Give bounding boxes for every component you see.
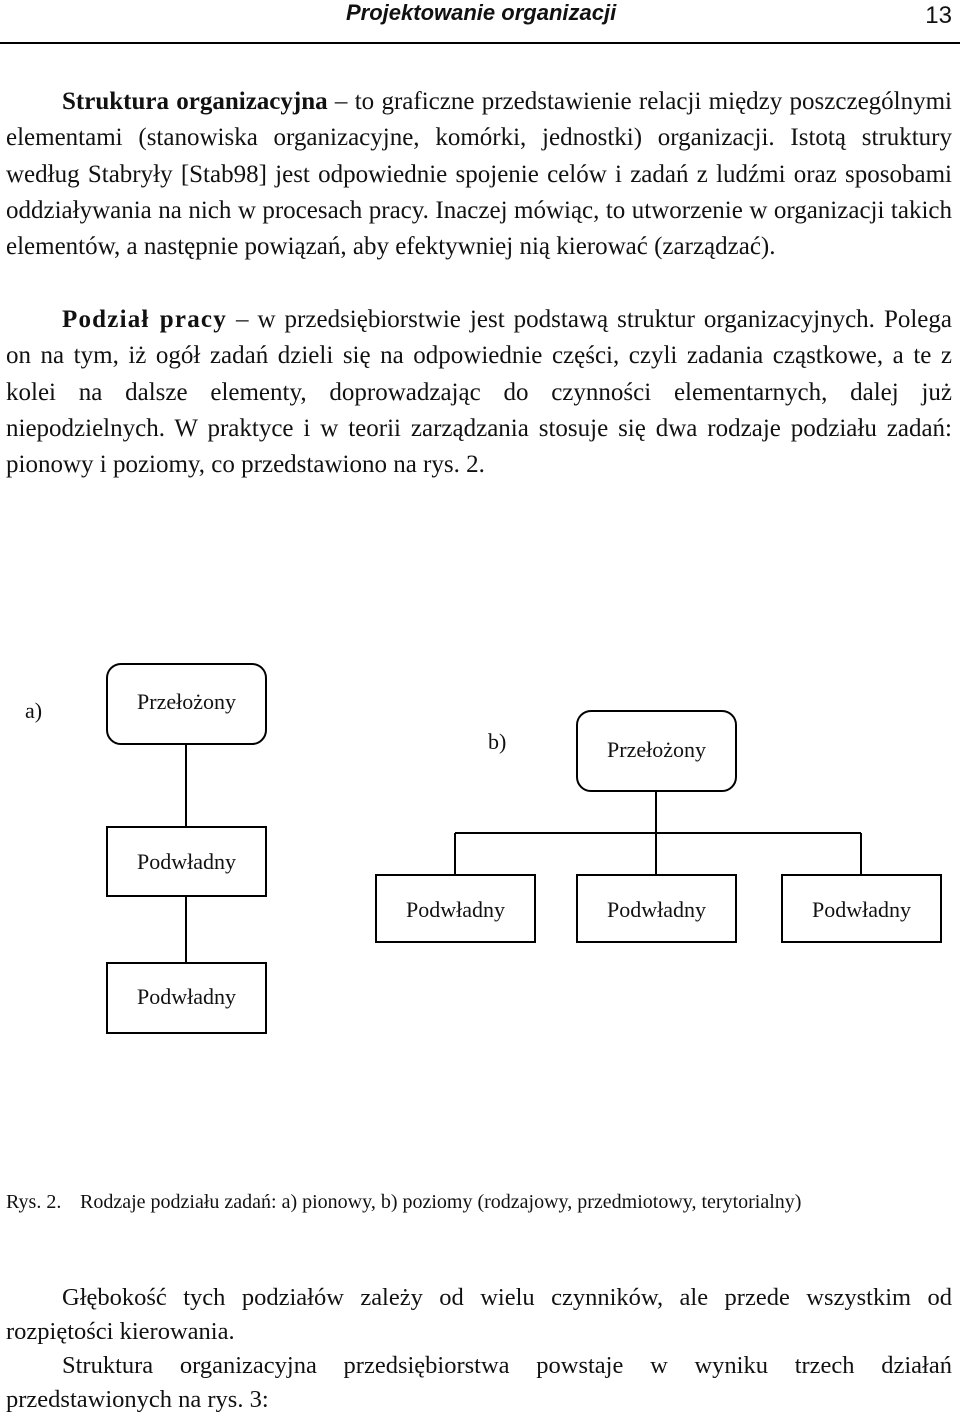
box-b-podwladny-2-text: Podwładny — [607, 897, 706, 922]
caption-number: Rys. 2. — [6, 1191, 62, 1213]
box-b-przelozony-text: Przełożony — [607, 737, 706, 762]
figure-caption — [6, 1188, 952, 1216]
header-rule — [0, 42, 960, 44]
page-number: 13 — [925, 2, 952, 29]
diagram-label-b: b) — [488, 729, 507, 754]
org-diagram — [0, 640, 960, 1040]
box-a-podwladny-1-text: Podwładny — [137, 849, 236, 874]
paragraph-division-of-labour — [6, 302, 952, 483]
running-title: Projektowanie organizacji — [346, 0, 617, 25]
paragraph-structure-creation: Struktura organizacyjna przedsiębiorstwa powstaje w wyniku trzech działań przedstawionych na rys. 3: — [6, 1352, 952, 1413]
term-struktura-organizacyjna: Struktura organizacyjna — [62, 88, 328, 115]
paragraph-depth: Głębokość tych podziałów zależy od wielu czynników, ale przede wszystkim od rozpiętości kierowania. — [6, 1284, 952, 1345]
box-b-podwladny-3-text: Podwładny — [812, 897, 911, 922]
box-a-podwladny-2-text: Podwładny — [137, 984, 236, 1009]
diagram-label-a: a) — [25, 698, 43, 723]
caption-text: Rodzaje podziału zadań: a) pionowy, b) poziomy (rodzajowy, przedmiotowy, terytorialny) — [80, 1191, 802, 1213]
paragraph-structure-definition — [6, 84, 952, 265]
box-b-podwladny-1-text: Podwładny — [406, 897, 505, 922]
page-header — [0, 0, 960, 44]
paragraph-text: – w przedsiębiorstwie jest podstawą struktur organizacyjnych. Polega on na tym, iż ogół zadań dzieli się na odpowiednie części, czyli zadania cząstkowe, a te z kolei na dalsze elementy, doprowadzając do czynności elementarnych, dalej już niepodzielnych. W praktyce i w teorii zarządzania stosuje się dwa rodzaje podziału zadań: pionowy i poziomy, co przedstawiono na rys. 2. — [6, 306, 953, 479]
paragraph-text: – to graficzne przedstawienie relacji między poszczególnymi elementami (stanowiska organizacyjne, komórki, jednostki) organizacji. Istotą struktury według Stabryły [Stab98] jest odpowiednie spojenie celów i zadań z ludźmi oraz sposobami oddziaływania na nich w procesach pracy. Inaczej mówiąc, to utworzenie w organizacji takich elementów, a następnie powiązań, aby efektywniej nią kierować (zarządzać). — [6, 88, 953, 261]
box-a-przelozony-text: Przełożony — [137, 689, 236, 714]
term-podzial-pracy: Podział pracy — [62, 306, 227, 333]
